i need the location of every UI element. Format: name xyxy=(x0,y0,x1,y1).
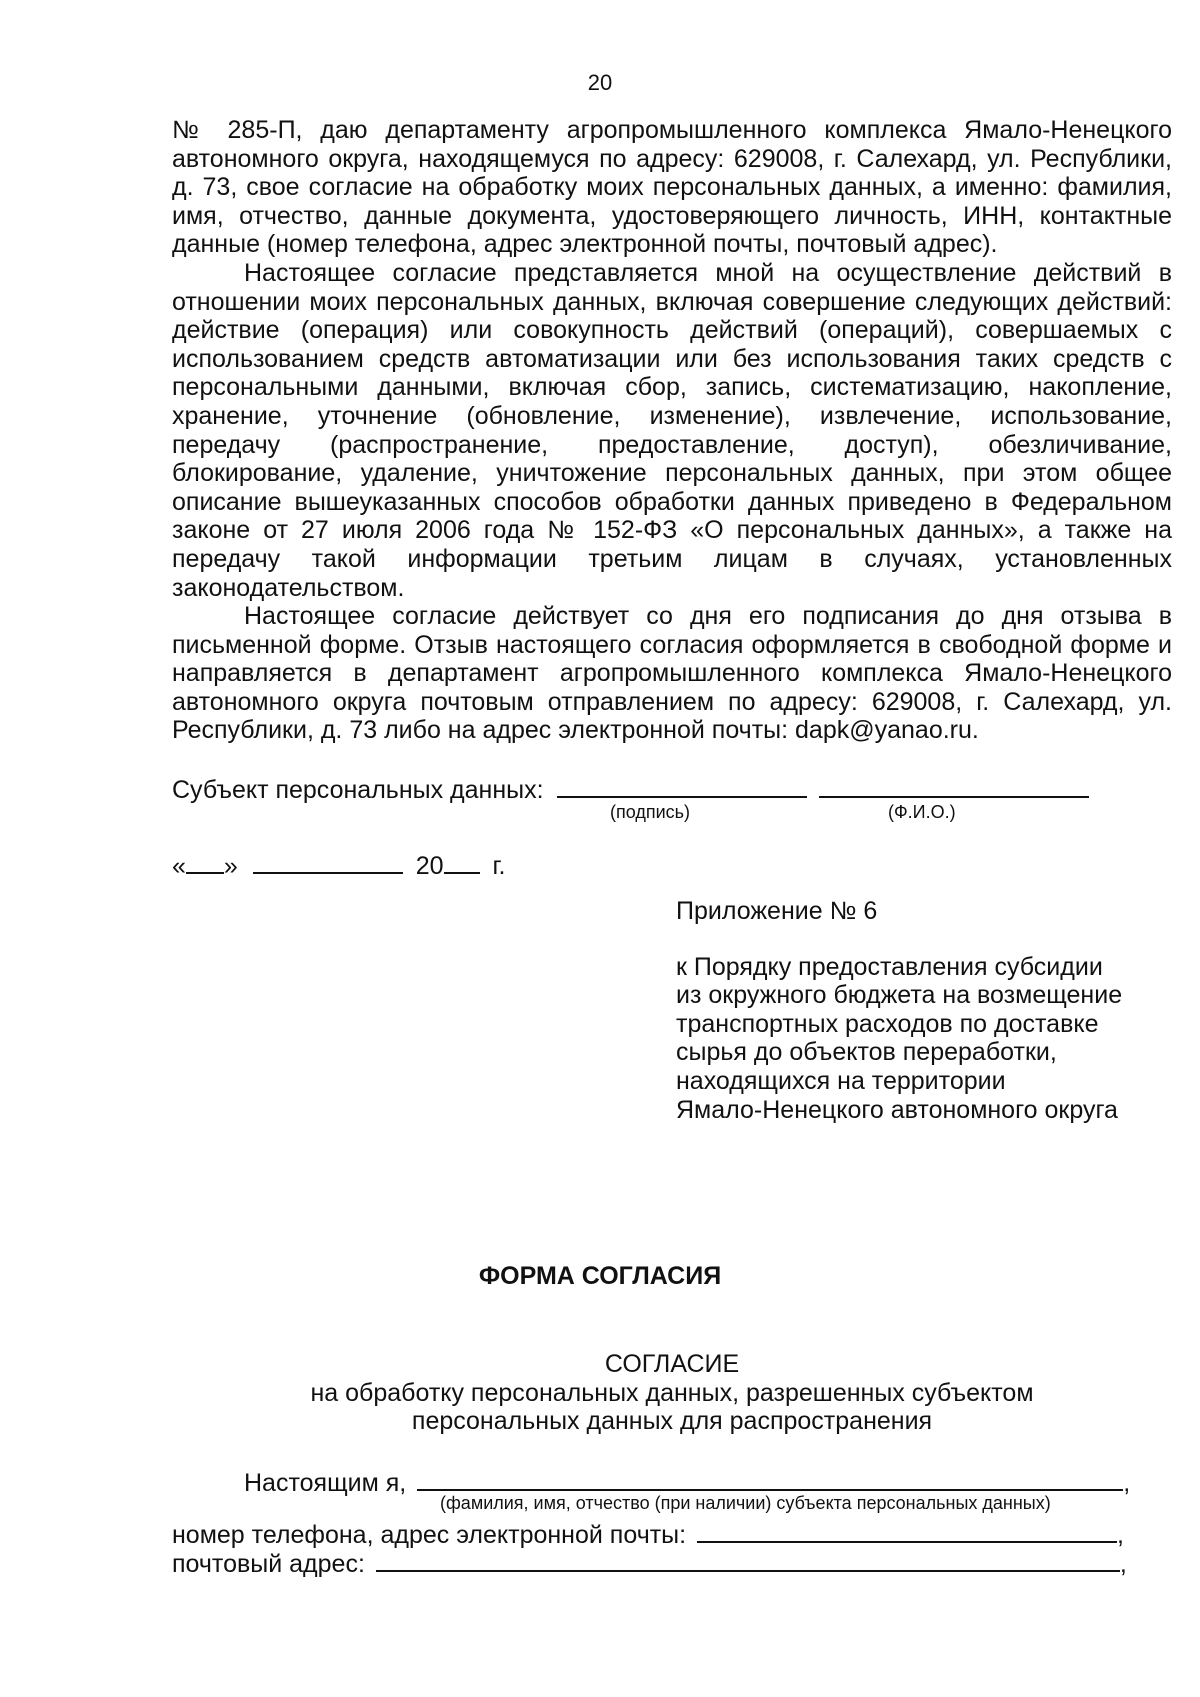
appendix-heading xyxy=(676,897,1156,1124)
appendix-line: к Порядку предоставления субсидии xyxy=(676,952,1103,981)
month-blank[interactable] xyxy=(253,848,403,874)
consent-subtitle: персональных данных для распространения xyxy=(411,1407,933,1436)
consent-subtitle: на обработку персональных данных, разрешенных субъектом xyxy=(310,1378,1034,1407)
signature-row xyxy=(172,772,1089,805)
day-blank[interactable] xyxy=(186,848,224,874)
trailing-comma: , xyxy=(1123,1469,1131,1497)
appendix-line: из окружного бюджета на возмещение xyxy=(676,981,1123,1010)
paragraph-processing-actions: Настоящее согласие представляется мной на осуществление действий в отношении моих персональных данных, включая совершение следующих действий: действие (операция) или совокупность действий (операций), совершаемых с использованием средств автоматизации или без использования таких средств с персональными данными, включая сбор, запись, систематизацию, накопление, хранение, уточнение (обновление, изменение), извлечение, использование, передачу (распространение, предоставление, доступ), обезличивание, блокирование, удаление, уничтожение персональных данных, при этом общее описание вышеуказанных способов обработки данных приведено в Федеральном законе от 27 июля 2006 года № 152-ФЗ «О персональных данных», а также на передачу такой информации третьим лицам в случаях, установленных законодательством. xyxy=(172,258,1172,602)
appendix-title: Приложение № 6 xyxy=(676,897,878,925)
consent-title-block xyxy=(172,1350,1172,1436)
appendix-line: находящихся на территории xyxy=(676,1066,1006,1095)
appendix-line: сырья до объектов переработки, xyxy=(676,1038,1057,1067)
page-number: 20 xyxy=(587,70,613,95)
postal-address-label: почтовый адрес: xyxy=(172,1550,365,1578)
year-blank[interactable] xyxy=(444,848,480,874)
date-row xyxy=(172,848,506,881)
consent-heading: СОГЛАСИЕ xyxy=(604,1350,740,1378)
self-name-input[interactable] xyxy=(417,1465,1123,1491)
form-title: ФОРМА СОГЛАСИЯ xyxy=(478,1262,722,1290)
postal-address-row xyxy=(172,1546,1127,1579)
year-suffix: г. xyxy=(492,852,506,880)
postal-address-input[interactable] xyxy=(376,1546,1120,1572)
signature-caption: (подпись) xyxy=(610,802,691,822)
year-prefix: 20 xyxy=(415,852,444,880)
date-close-quote: » xyxy=(223,852,238,880)
paragraph-validity-revocation: Настоящее согласие действует со дня его подписания до дня отзыва в письменной форме. Отзыв настоящего согласия оформляется в свободной форме и направляется в департамент агропромышленного комплекса Ямало-Ненецкого автономного округа почтовым отправлением по адресу: 629008, г. Салехард, ул. Республики, д. 73 либо на адрес электронной почты: dapk@yanao.ru. xyxy=(172,602,1172,745)
trailing-comma: , xyxy=(1119,1550,1127,1578)
contacts-label: номер телефона, адрес электронной почты: xyxy=(172,1521,687,1549)
date-open-quote: « xyxy=(172,852,186,880)
self-name-label: Настоящим я, xyxy=(244,1469,407,1497)
paragraph-consent-scope: № 285-П, даю департаменту агропромышленного комплекса Ямало-Ненецкого автономного округа, находящемуся по адресу: 629008, г. Салехард, ул. Республики, д. 73, свое согласие на обработку моих персональных данных, а именно: фамилия, имя, отчество, данные документа, удостоверяющего личность, ИНН, контактные данные (номер телефона, адрес электронной почты, почтовый адрес). xyxy=(172,116,1172,259)
appendix-line: Ямало-Ненецкого автономного округа xyxy=(676,1095,1118,1124)
appendix-line: транспортных расходов по доставке xyxy=(676,1009,1099,1038)
contacts-input[interactable] xyxy=(697,1517,1117,1543)
signature-label: Субъект персональных данных: xyxy=(172,776,544,804)
signature-blank[interactable] xyxy=(557,772,807,798)
self-name-caption: (фамилия, имя, отчество (при наличии) субъекта персональных данных) xyxy=(440,1493,1051,1513)
full-name-blank[interactable] xyxy=(819,772,1089,798)
consent-body xyxy=(172,116,1172,745)
full-name-caption: (Ф.И.О.) xyxy=(888,802,956,822)
trailing-comma: , xyxy=(1117,1521,1124,1549)
